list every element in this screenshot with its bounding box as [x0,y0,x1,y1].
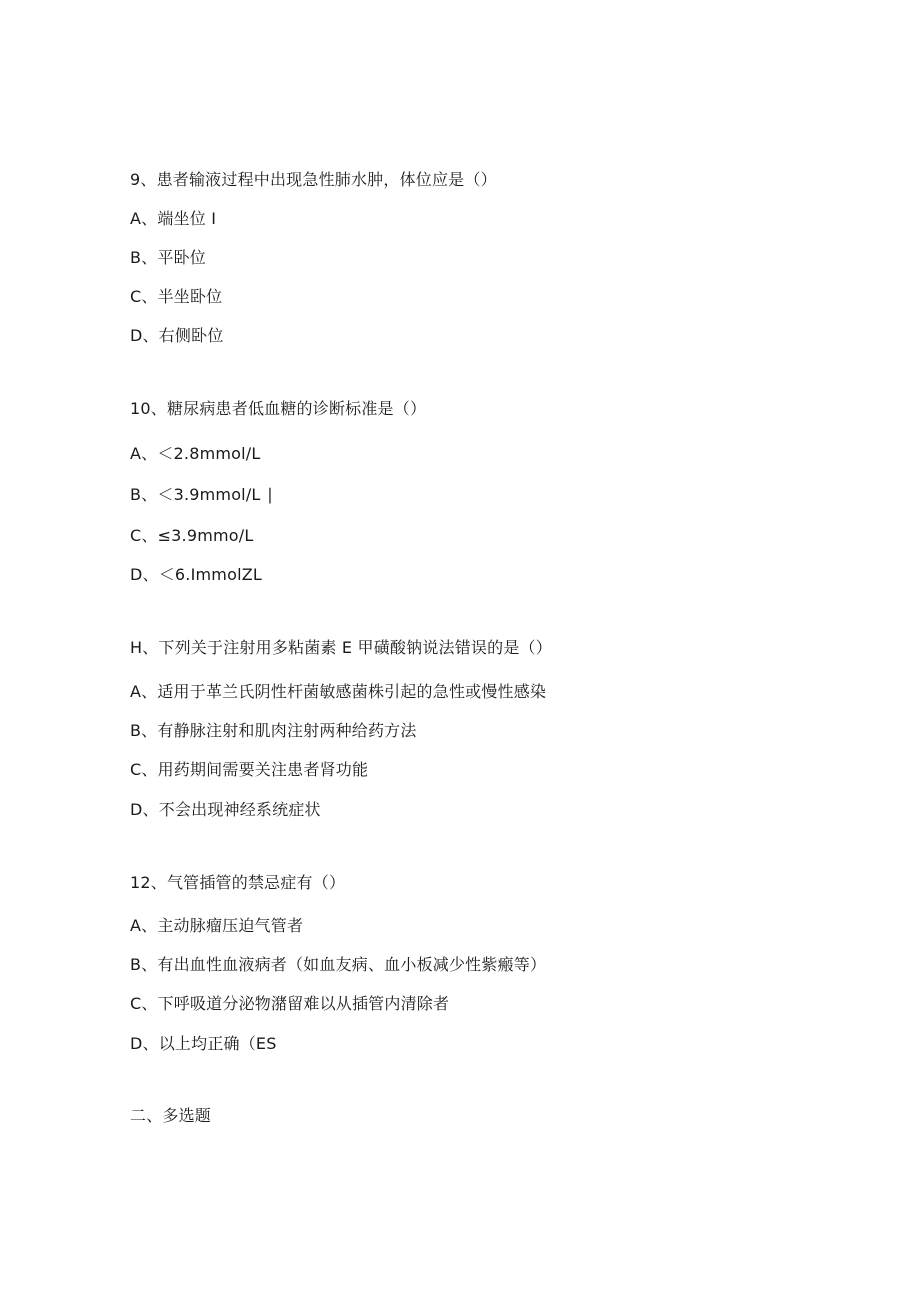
question-10-stem: 10、糖尿病患者低血糖的诊断标准是（） [130,399,427,418]
question-12-option-b: B、有出血性血液病者（如血友病、血小板减少性紫瘢等） [130,955,547,974]
question-9-stem: 9、患者输液过程中出现急性肺水肿，体位应是（） [130,170,497,189]
question-12-stem: 12、气管插管的禁忌症有（） [130,873,346,892]
question-9-option-a: A、端坐位 I [130,209,217,228]
question-10-option-a: A、＜2.8mmol∕L [130,444,261,463]
question-10-option-c: C、≤3.9mmo∕L [130,526,254,545]
question-11-option-a: A、适用于革兰氏阴性杆菌敏感菌株引起的急性或慢性感染 [130,682,547,701]
question-10-option-d: D、＜6.ImmolZL [130,565,262,584]
question-10-option-b: B、＜3.9mmol∕L ∣ [130,485,275,504]
question-9-option-b: B、平卧位 [130,248,206,267]
question-11-option-c: C、用药期间需要关注患者肾功能 [130,760,369,779]
section-title: 二、多选题 [130,1106,212,1125]
question-9-option-c: C、半坐卧位 [130,287,223,306]
question-11-option-b: B、有静脉注射和肌肉注射两种给药方法 [130,721,417,740]
question-9-option-d: D、右侧卧位 [130,326,224,345]
question-12-option-a: A、主动脉瘤压迫气管者 [130,916,304,935]
question-11-stem: H、下列关于注射用多粘菌素 E 甲磺酸钠说法错误的是（） [130,638,552,657]
question-12-option-d: D、以上均正确（ES [130,1034,277,1053]
question-11-option-d: D、不会出现神经系统症状 [130,800,321,819]
question-12-option-c: C、下呼吸道分泌物潴留难以从插管内清除者 [130,994,450,1013]
